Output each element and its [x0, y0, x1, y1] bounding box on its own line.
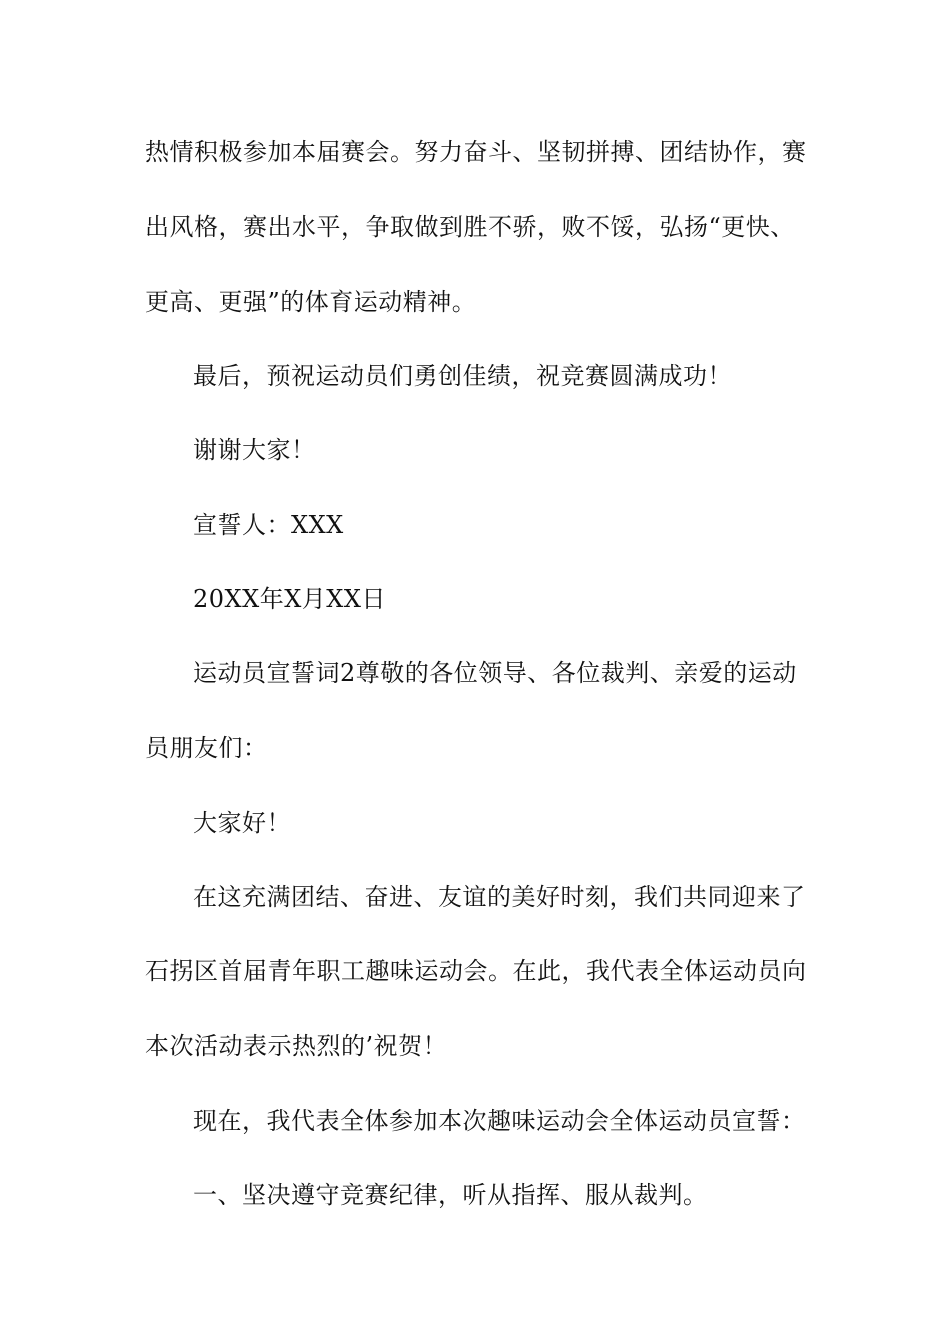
- text-line: 谢谢大家！: [193, 436, 316, 464]
- text-line: 本次活动表示热烈的’祝贺！: [145, 1032, 448, 1060]
- text-line: 在这充满团结、奋进、友谊的美好时刻，我们共同迎来了: [193, 883, 806, 911]
- text-line: 一、坚决遵守竞赛纪律，听从指挥、服从裁判。: [193, 1181, 708, 1209]
- text-line: 员朋友们：: [145, 734, 268, 762]
- text-line: 宣誓人：XXX: [193, 511, 344, 539]
- text-line: 20XX年X月XX日: [193, 585, 386, 613]
- text-line: 更高、更强”的体育运动精神。: [145, 288, 477, 316]
- text-line: 热情积极参加本届赛会。努力奋斗、坚韧拼搏、团结协作，赛: [145, 138, 807, 166]
- text-line: 最后，预祝运动员们勇创佳绩，祝竞赛圆满成功！: [193, 362, 732, 390]
- text-line: 运动员宣誓词2尊敬的各位领导、各位裁判、亲爱的运动: [193, 659, 797, 687]
- text-line: 出风格，赛出水平，争取做到胜不骄，败不馁，弘扬“更快、: [145, 213, 795, 241]
- text-line: 大家好！: [193, 809, 291, 837]
- text-line: 现在，我代表全体参加本次趣味运动会全体运动员宣誓：: [193, 1107, 806, 1135]
- text-line: 石拐区首届青年职工趣味运动会。在此，我代表全体运动员向: [145, 957, 807, 985]
